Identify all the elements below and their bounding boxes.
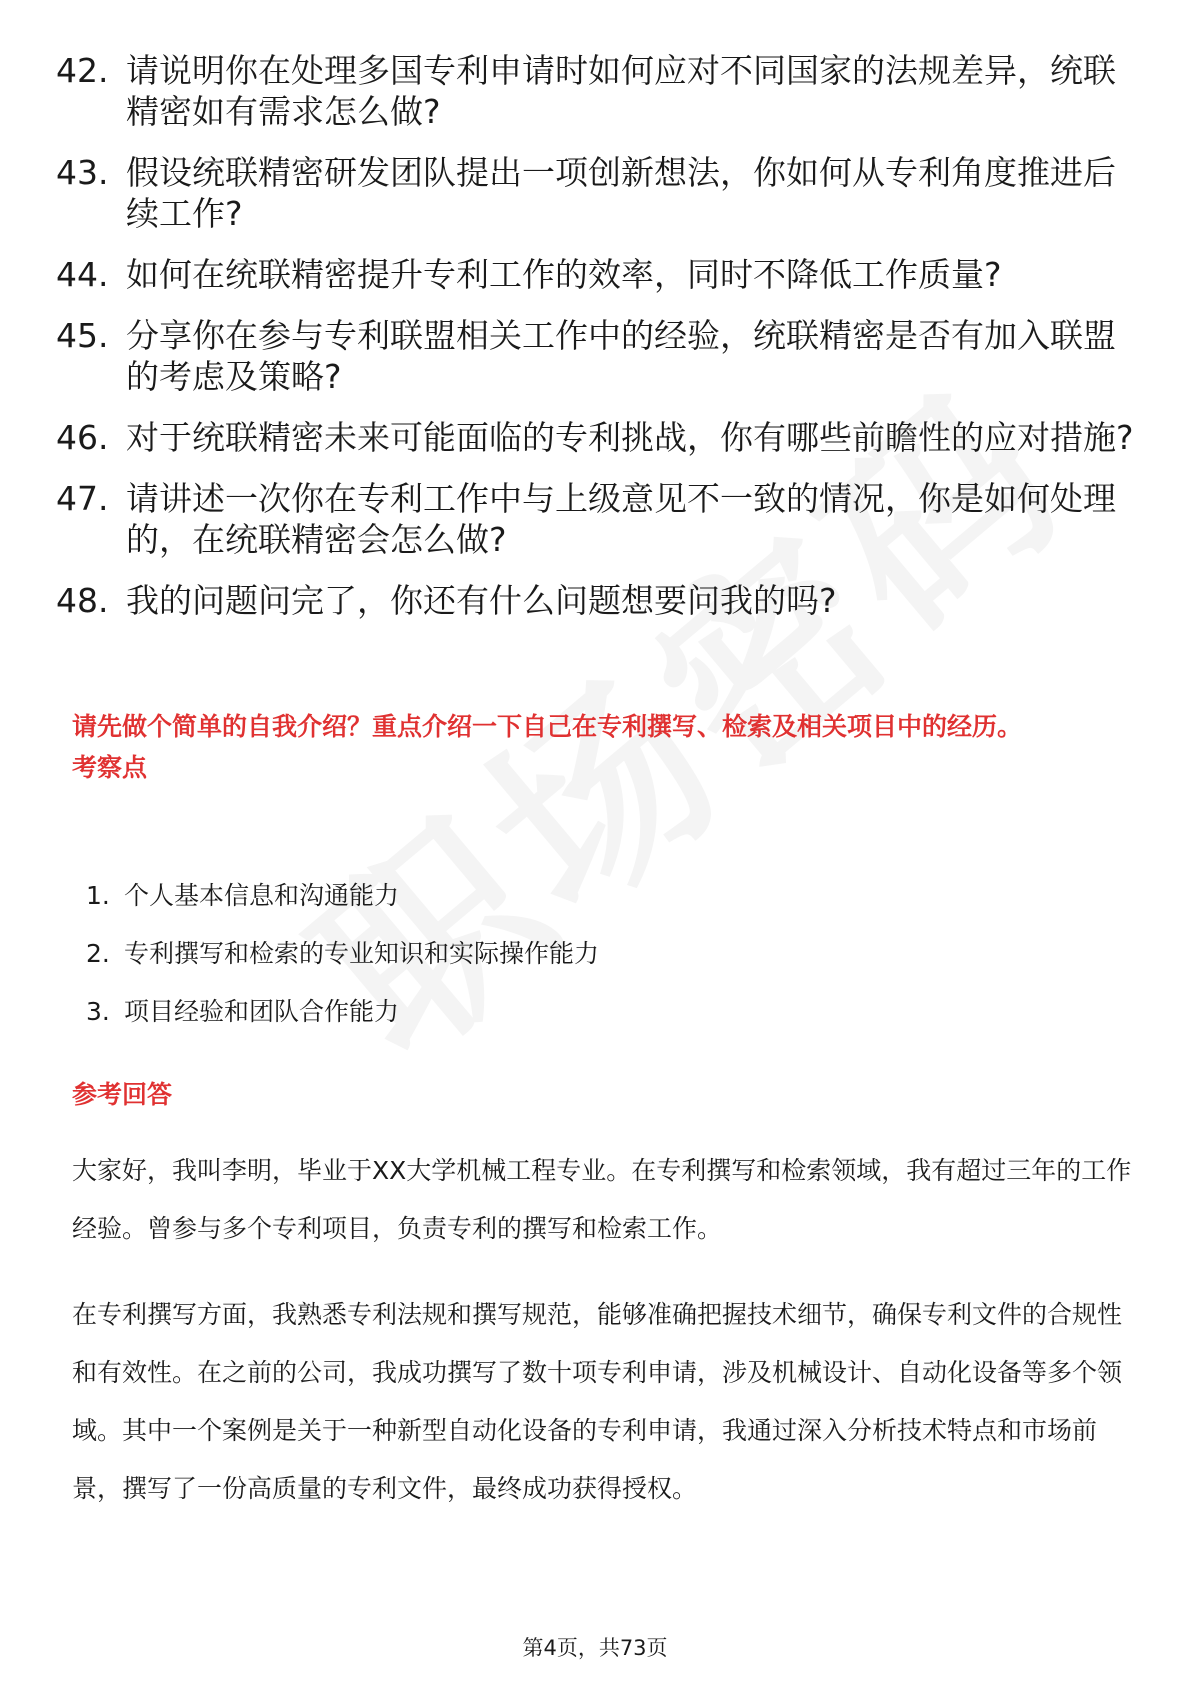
question-item	[56, 315, 1136, 397]
points-heading: 考察点	[72, 753, 148, 782]
question-number: 48.	[56, 581, 109, 620]
section-title: 请先做个简单的自我介绍？重点介绍一下自己在专利撰写、检索及相关项目中的经历。	[72, 712, 1023, 741]
question-text: 如何在统联精密提升专利工作的效率，同时不降低工作质量?	[126, 255, 1002, 294]
point-number: 2.	[86, 939, 110, 968]
question-item	[56, 417, 1136, 458]
page-footer: 第4页，共73页	[522, 1636, 668, 1660]
question-number: 43.	[56, 153, 109, 192]
point-text: 个人基本信息和沟通能力	[124, 881, 400, 910]
question-text: 请讲述一次你在专利工作中与上级意见不一致的情况，你是如何处理的，在统联精密会怎么做?	[126, 479, 1116, 559]
point-number: 3.	[86, 997, 110, 1026]
question-number: 42.	[56, 51, 109, 90]
question-number: 47.	[56, 479, 109, 518]
answer-paragraph: 在专利撰写方面，我熟悉专利法规和撰写规范，能够准确把握技术细节，确保专利文件的合规性和有效性。在之前的公司，我成功撰写了数十项专利申请，涉及机械设计、自动化设备等多个领域。其中一个案例是关于一种新型自动化设备的专利申请，我通过深入分析技术特点和市场前景，撰写了一份高质量的专利文件，最终成功获得授权。	[72, 1300, 1123, 1503]
question-list	[56, 50, 1136, 641]
question-item	[56, 50, 1136, 132]
question-item	[56, 152, 1136, 234]
assessment-point	[86, 992, 599, 1050]
question-text: 我的问题问完了，你还有什么问题想要问我的吗?	[126, 581, 837, 620]
question-number: 45.	[56, 316, 109, 355]
assessment-point	[86, 934, 599, 992]
point-text: 专利撰写和检索的专业知识和实际操作能力	[124, 939, 600, 968]
question-item	[56, 580, 1136, 621]
question-item	[56, 478, 1136, 560]
answer-paragraph: 大家好，我叫李明，毕业于XX大学机械工程专业。在专利撰写和检索领域，我有超过三年的工作经验。曾参与多个专利项目，负责专利的撰写和检索工作。	[72, 1156, 1132, 1243]
question-text: 分享你在参与专利联盟相关工作中的经验，统联精密是否有加入联盟的考虑及策略?	[126, 316, 1116, 396]
point-number: 1.	[86, 881, 110, 910]
question-number: 46.	[56, 418, 109, 457]
question-text: 假设统联精密研发团队提出一项创新想法，你如何从专利角度推进后续工作?	[126, 153, 1116, 233]
assessment-point	[86, 876, 599, 934]
question-text: 请说明你在处理多国专利申请时如何应对不同国家的法规差异，统联精密如有需求怎么做?	[126, 51, 1116, 131]
assessment-points-list	[86, 876, 599, 1050]
point-text: 项目经验和团队合作能力	[124, 997, 400, 1026]
question-number: 44.	[56, 255, 109, 294]
question-item	[56, 254, 1136, 295]
answer-heading: 参考回答	[72, 1080, 173, 1109]
question-text: 对于统联精密未来可能面临的专利挑战，你有哪些前瞻性的应对措施?	[126, 418, 1134, 457]
